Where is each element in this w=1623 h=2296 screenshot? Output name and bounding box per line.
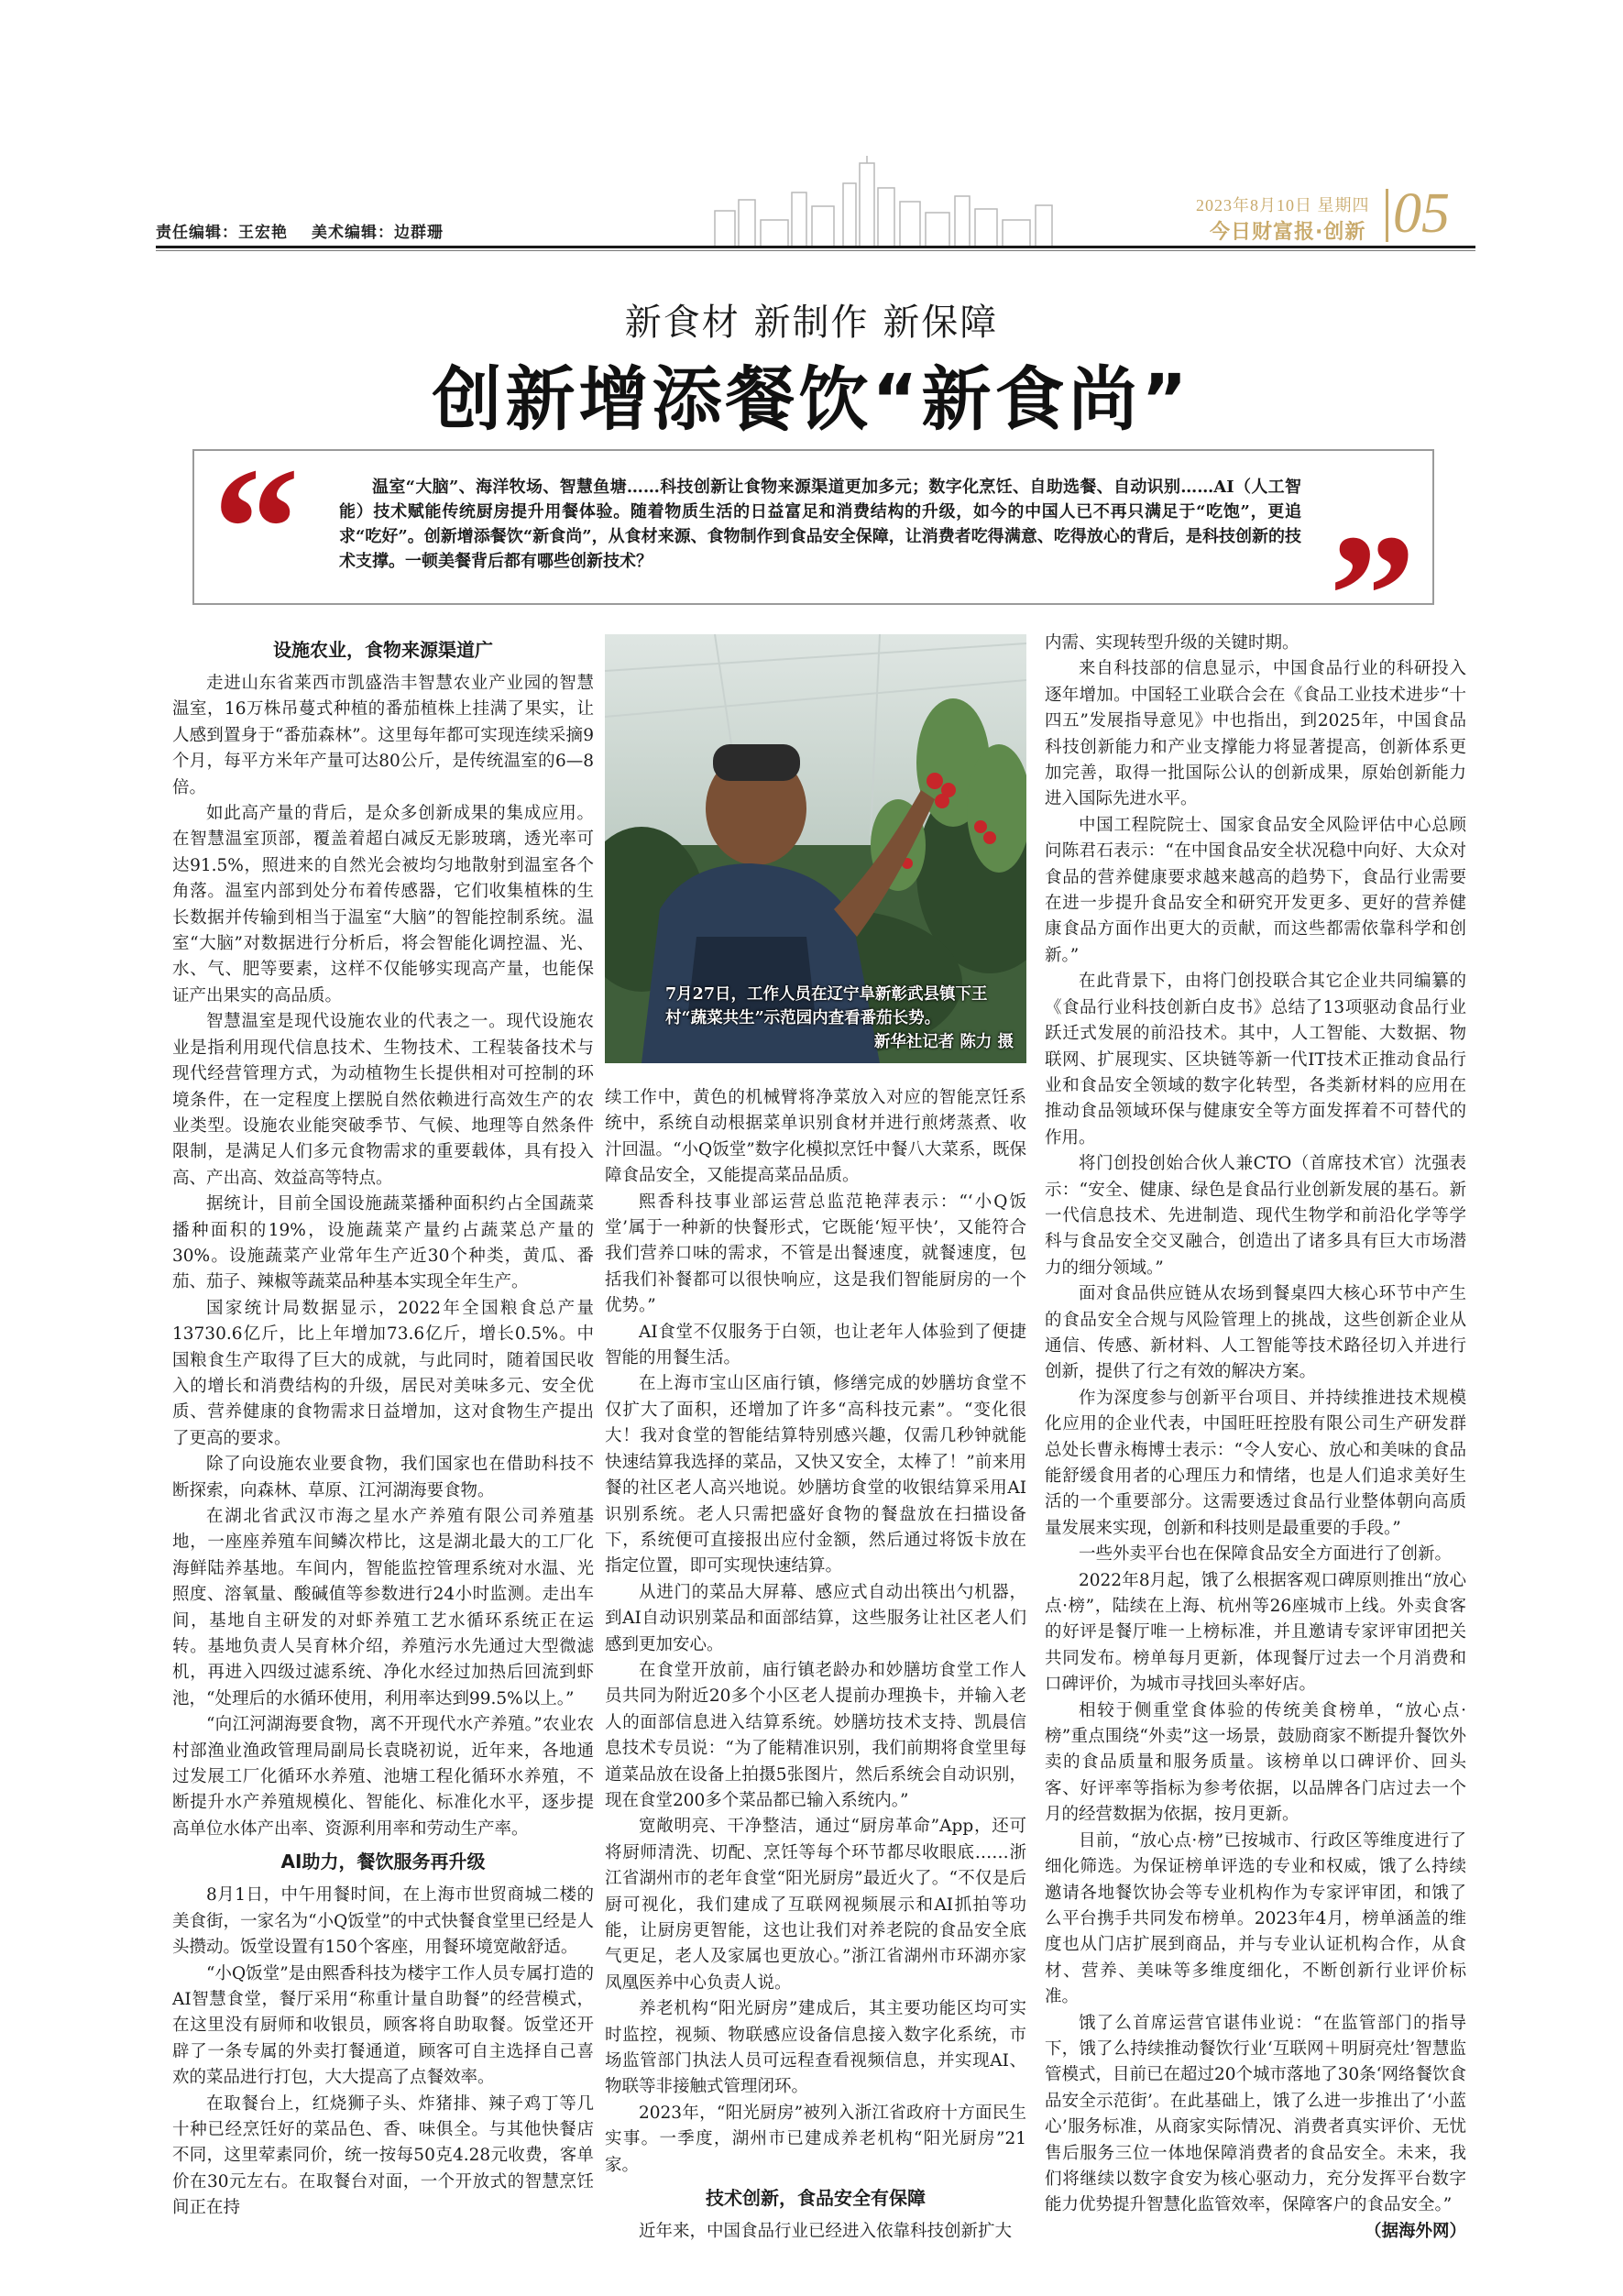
- paragraph: 如此高产量的背后，是众多创新成果的集成应用。在智慧温室顶部，覆盖着超白减反无影玻璃，透光率可达91.5%，照进来的自然光会被均匀地散射到温室各个角落。温室内部到处分布着传感器，它们收集植株的生长数据并传输到相当于温室“大脑”的智能控制系统。温室“大脑”对数据进行分析后，将会智能化调控温、光、水、气、肥等要素，这样不仅能够实现高产量，也能保证产出果实的高品质。: [172, 804, 594, 1005]
- paragraph: 中国工程院院士、国家食品安全风险评估中心总顾问陈君石表示：“在中国食品安全状况稳中向好、大众对食品的营养健康要求越来越高的趋势下，食品行业需要在进一步提升食品安全和研究开发更多、更好的营养健康食品方面作出更大的贡献，而这些都需依靠科学和创新。”: [1045, 815, 1466, 965]
- city-skyline-graphic: [696, 156, 1081, 247]
- lead-paragraph: 温室“大脑”、海洋牧场、智慧鱼塘……科技创新让食物来源渠道更加多元；数字化烹饪、自助选餐、自动识别……AI（人工智能）技术赋能传统厨房提升用餐体验。随着物质生活的日益富足和消费结构的升级，如今的中国人已不再只满足于“吃饱”，更追求“吃好”。创新增添餐饮“新食尚”，从食材来源、食物制作到食品安全保障，让消费者吃得满意、吃得放心的背后，是科技创新的技术支撑。一顿美餐背后都有哪些创新技术？: [339, 478, 1301, 571]
- section-heading: AI助力，餐饮服务再升级: [280, 1851, 486, 1873]
- paragraph: 在取餐台上，红烧狮子头、炸猪排、辣子鸡丁等几十种已经烹饪好的菜品色、香、味俱全。与其他快餐店不同，这里荤素同价，统一按每50克4.28元收费，客单价在30元左右。在取餐台对面，一个开放式的智慧烹饪间正在持: [172, 2093, 594, 2218]
- close-quote-icon: ”: [1329, 500, 1416, 692]
- paragraph: 2023年，“阳光厨房”被列入浙江省政府十方面民生实事。一季度，湖州市已建成养老机构“阳光厨房”21家。: [605, 2103, 1026, 2175]
- article-title: 创新增添餐饮“新食尚”: [432, 358, 1191, 440]
- paragraph: 近年来，中国食品行业已经进入依靠科技创新扩大: [639, 2222, 1013, 2242]
- paragraph: 熙香科技事业部运营总监范艳萍表示：“‘小Q饭堂’属于一种新的快餐形式，它既能‘短平快’，又能符合我们营养口味的需求，不管是出餐速度，就餐速度，包括我们补餐都可以很快响应，这是我们智能厨房的一个优势。”: [605, 1192, 1026, 1316]
- paragraph: 面对食品供应链从农场到餐桌四大核心环节中产生的食品安全合规与风险管理上的挑战，这些创新企业从通信、传感、新材料、人工智能等技术路径切入并进行创新，提供了行之有效的解决方案。: [1045, 1284, 1466, 1382]
- paragraph: 相较于侧重堂食体验的传统美食榜单，“放心点·榜”重点围绕“外卖”这一场景，鼓励商家不断提升餐饮外卖的食品质量和服务质量。该榜单以口碑评价、回头客、好评率等指标为参考依据，以品牌各门店过去一个月的经营数据为依据，按月更新。: [1045, 1700, 1466, 1825]
- page-number: 05: [1393, 182, 1450, 245]
- header-rule: [156, 246, 1475, 248]
- paragraph: 在湖北省武汉市海之星水产养殖有限公司养殖基地，一座座养殖车间鳞次栉比，这是湖北最大的工厂化海鲜陆养基地。车间内，智能监控管理系统对水温、光照度、溶氧量、酸碱值等参数进行24小时监测。走出车间，基地自主研发的对虾养殖工艺水循环系统正在运转。基地负责人吴育林介绍，养殖污水先通过大型微滤机，再进入四级过滤系统、净化水经过加热后回流到虾池，“处理后的水循环使用，利用率达到99.5%以上。”: [172, 1507, 594, 1708]
- paragraph: 饿了么首席运营官谌伟业说：“在监管部门的指导下，饿了么持续推动餐饮行业‘互联网＋明厨亮灶’智慧监管模式，目前已在超过20个城市落地了30条‘网络餐饮食品安全示范街’。在此基础上，饿了么进一步推出了‘小蓝心’服务标准，从商家实际情况、消费者真实评价、无忧售后服务三位一体地保障消费者的食品安全。未来，我们将继续以数字食安为核心驱动力，充分发挥平台数字能力优势提升智慧化监管效率，保障客户的食品安全。”: [1045, 2013, 1466, 2215]
- photo-credit: 新华社记者 陈力 摄: [873, 1033, 1014, 1051]
- paragraph: 续工作中，黄色的机械臂将净菜放入对应的智能烹饪系统中，系统自动根据菜单识别食材并进行煎烤蒸煮、收汁回温。“小Q饭堂”数字化模拟烹饪中餐八大菜系，既保障食品安全，又能提高菜品品质。: [605, 1088, 1026, 1186]
- section-name: 今日财富报·创新: [1210, 221, 1366, 244]
- paragraph: 除了向设施农业要食物，我们国家也在借助科技不断探索，向森林、草原、江河湖海要食物。: [172, 1455, 594, 1500]
- editor-name: 责任编辑：王宏艳: [156, 224, 288, 242]
- paragraph: 2022年8月起，饿了么根据客观口碑原则推出“放心点·榜”，陆续在上海、杭州等26座城市上线。外卖食客的好评是餐厅唯一上榜标准，并且邀请专家评审团把关共同发布。榜单每月更新，体现餐厅过去一个月消费和口碑评价，为城市寻找回头率好店。: [1045, 1570, 1466, 1695]
- paragraph: 走进山东省莱西市凯盛浩丰智慧农业产业园的智慧温室，16万株吊蔓式种植的番茄植株上挂满了果实，让人感到置身于“番茄森林”。这里每年都可实现连续采摘9个月，每平方米年产量可达80公斤，是传统温室的6—8倍。: [172, 674, 594, 797]
- paragraph: 内需、实现转型升级的关键时期。: [1045, 633, 1299, 653]
- editor-credits: [156, 219, 467, 242]
- column-3: [1045, 631, 1466, 2245]
- paragraph: 来自科技部的信息显示，中国食品行业的科研投入逐年增加。中国轻工业联合会在《食品工业技术进步“十四五”发展指导意见》中也指出，到2025年，中国食品科技创新能力和产业支撑能力将显著提高，创新体系更加完善，取得一批国际公认的创新成果，原始创新能力进入国际先进水平。: [1045, 659, 1466, 809]
- paragraph: 从进门的菜品大屏幕、感应式自动出筷出勺机器，到AI自动识别菜品和面部结算，这些服务让社区老人们感到更加安心。: [605, 1582, 1026, 1654]
- art-editor-name: 美术编辑：边群珊: [312, 224, 444, 242]
- column-2: [605, 1085, 1026, 2245]
- header-rule-thin: [156, 250, 1475, 251]
- paragraph: 养老机构“阳光厨房”建成后，其主要功能区均可实时监控，视频、物联感应设备信息接入数字化系统，市场监管部门执法人员可远程查看视频信息，并实现AI、物联等非接触式管理闭环。: [605, 1999, 1026, 2097]
- paragraph: “小Q饭堂”是由熙香科技为楼宇工作人员专属打造的AI智慧食堂，餐厅采用“称重计量自助餐”的经营模式，在这里没有厨师和收银员，顾客将自助取餐。饭堂还开辟了一条专属的外卖打餐通道，顾客可自主选择自己喜欢的菜品进行打包，大大提高了点餐效率。: [172, 1963, 594, 2088]
- paragraph: 将门创投创始合伙人兼CTO（首席技术官）沈强表示：“安全、健康、绿色是食品行业创新发展的基石。新一代信息技术、先进制造、现代生物学和前沿化学等学科与食品安全交叉融合，创造出了诸多具有巨大市场潜力的细分领域。”: [1045, 1154, 1466, 1278]
- paragraph: 宽敞明亮、干净整洁，通过“厨房革命”App，还可将厨师清洗、切配、烹饪等每个环节都尽收眼底……浙江省湖州市的老年食堂“阳光厨房”最近火了。“不仅是后厨可视化，我们建成了互联网视频展示和AI抓拍等功能，让厨房更智能，这也让我们对养老院的食品安全底气更足，老人及家属也更放心。”浙江省湖州市环湖亦家凤凰医养中心负责人说。: [605, 1817, 1026, 1993]
- paragraph: 智慧温室是现代设施农业的代表之一。现代设施农业是指利用现代信息技术、生物技术、工程装备技术与现代经营管理方式，为动植物生长提供相对可控制的环境条件，在一定程度上摆脱自然依赖进行高效生产的农业类型。设施农业能突破季节、气候、地理等自然条件限制，是满足人们多元食物需求的重要载体，具有投入高、产出高、效益高等特点。: [172, 1012, 594, 1188]
- paragraph: 目前，“放心点·榜”已按城市、行政区等维度进行了细化筛选。为保证榜单评选的专业和权威，饿了么持续邀请各地餐饮协会等专业机构作为专家评审团，和饿了么平台携手共同发布榜单。2023年4月，榜单涵盖的维度也从门店扩展到商品，并与专业认证机构合作，从食材、营养、美味等多维度细化，不断创新行业评价标准。: [1045, 1830, 1466, 2007]
- paragraph: 在食堂开放前，庙行镇老龄办和妙膳坊食堂工作人员共同为附近20多个小区老人提前办理换卡，并输入老人的面部信息进入结算系统。妙膳坊技术支持、凯晨信息技术专员说：“为了能精准识别，我们前期将食堂里每道菜品放在设备上拍摄5张图片，然后系统会自动识别，现在食堂200多个菜品都已输入系统内。”: [605, 1660, 1026, 1810]
- paragraph: 一些外卖平台也在保障食品安全方面进行了创新。: [1079, 1544, 1453, 1565]
- column-1: [172, 631, 594, 2222]
- paragraph: 在上海市宝山区庙行镇，修缮完成的妙膳坊食堂不仅扩大了面积，还增加了许多“高科技元素”。“变化很大！我对食堂的智能结算特别感兴趣，仅需几秒钟就能快速结算我选择的菜品，又快又安全，太棒了！”前来用餐的社区老人高兴地说。妙膳坊食堂的收银结算采用AI识别系统。老人只需把盛好食物的餐盘放在扫描设备下，系统便可直接报出应付金额，然后通过将饭卡放在指定位置，即可实现快速结算。: [605, 1374, 1026, 1576]
- section-heading: 设施农业，食物来源渠道广: [273, 639, 493, 661]
- photo-caption: [605, 983, 1026, 1054]
- news-photo: [605, 634, 1026, 1063]
- paragraph: “向江河湖海要食物，离不开现代水产养殖。”农业农村部渔业渔政管理局副局长袁晓初说，近年来，各地通过发展工厂化循环水养殖、池塘工程化循环水养殖，不断提升水产养殖规模化、智能化、标准化水平，逐步提高单位水体产出率、资源利用率和劳动生产率。: [172, 1715, 594, 1839]
- caption-text: 7月27日，工作人员在辽宁阜新彰武县镇下王村“蔬菜共生”示范园内查看番茄长势。: [665, 985, 988, 1027]
- section-heading: 技术创新，食品安全有保障: [706, 2187, 926, 2210]
- paragraph: 据统计，目前全国设施蔬菜播种面积约占全国蔬菜播种面积的19%，设施蔬菜产量约占蔬菜总产量的30%。设施蔬菜产业常年生产近30个种类，黄瓜、番茄、茄子、辣椒等蔬菜品种基本实现全年生产。: [172, 1194, 594, 1292]
- paragraph: 作为深度参与创新平台项目、并持续推进技术规模化应用的企业代表，中国旺旺控股有限公司生产研发群总处长曹永梅博士表示：“令人安心、放心和美味的食品能舒缓食用者的心理压力和情绪，也是人们追求美好生活的一个重要部分。这需要透过食品行业整体朝向高质量发展来实现，创新和科技则是最重要的手段。”: [1045, 1388, 1466, 1538]
- paragraph: 国家统计局数据显示，2022年全国粮食总产量13730.6亿斤，比上年增加73.6亿斤，增长0.5%。中国粮食生产取得了巨大的成就，与此同时，随着国民收入的增长和消费结构的升级，居民对美味多元、安全优质、营养健康的食物需求日益增加，这对食物生产提出了更高的要求。: [172, 1298, 594, 1448]
- paragraph: 8月1日，中午用餐时间，在上海市世贸商城二楼的美食街，一家名为“小Q饭堂”的中式快餐食堂里已经是人头攒动。饭堂设置有150个客座，用餐环境宽敞舒适。: [172, 1885, 594, 1958]
- paragraph: AI食堂不仅服务于白领，也让老年人体验到了便捷智能的用餐生活。: [605, 1322, 1026, 1368]
- article-source: （据海外网）: [1364, 2221, 1466, 2241]
- paragraph: 在此背景下，由将门创投联合其它企业共同编纂的《食品行业科技创新白皮书》总结了13项驱动食品行业跃迁式发展的前沿技术。其中，人工智能、大数据、物联网、扩展现实、区块链等新一代IT技术正推动食品行业和食品安全领域的数字化转型，各类新材料的应用在推动食品领域环保与健康安全等方面发挥着不可替代的作用。: [1045, 972, 1466, 1148]
- header-divider: [1386, 189, 1388, 242]
- issue-date: 2023年8月10日 星期四: [1196, 196, 1370, 214]
- article-subtitle: 新食材 新制作 新保障: [624, 302, 999, 344]
- open-quote-icon: “: [213, 433, 300, 625]
